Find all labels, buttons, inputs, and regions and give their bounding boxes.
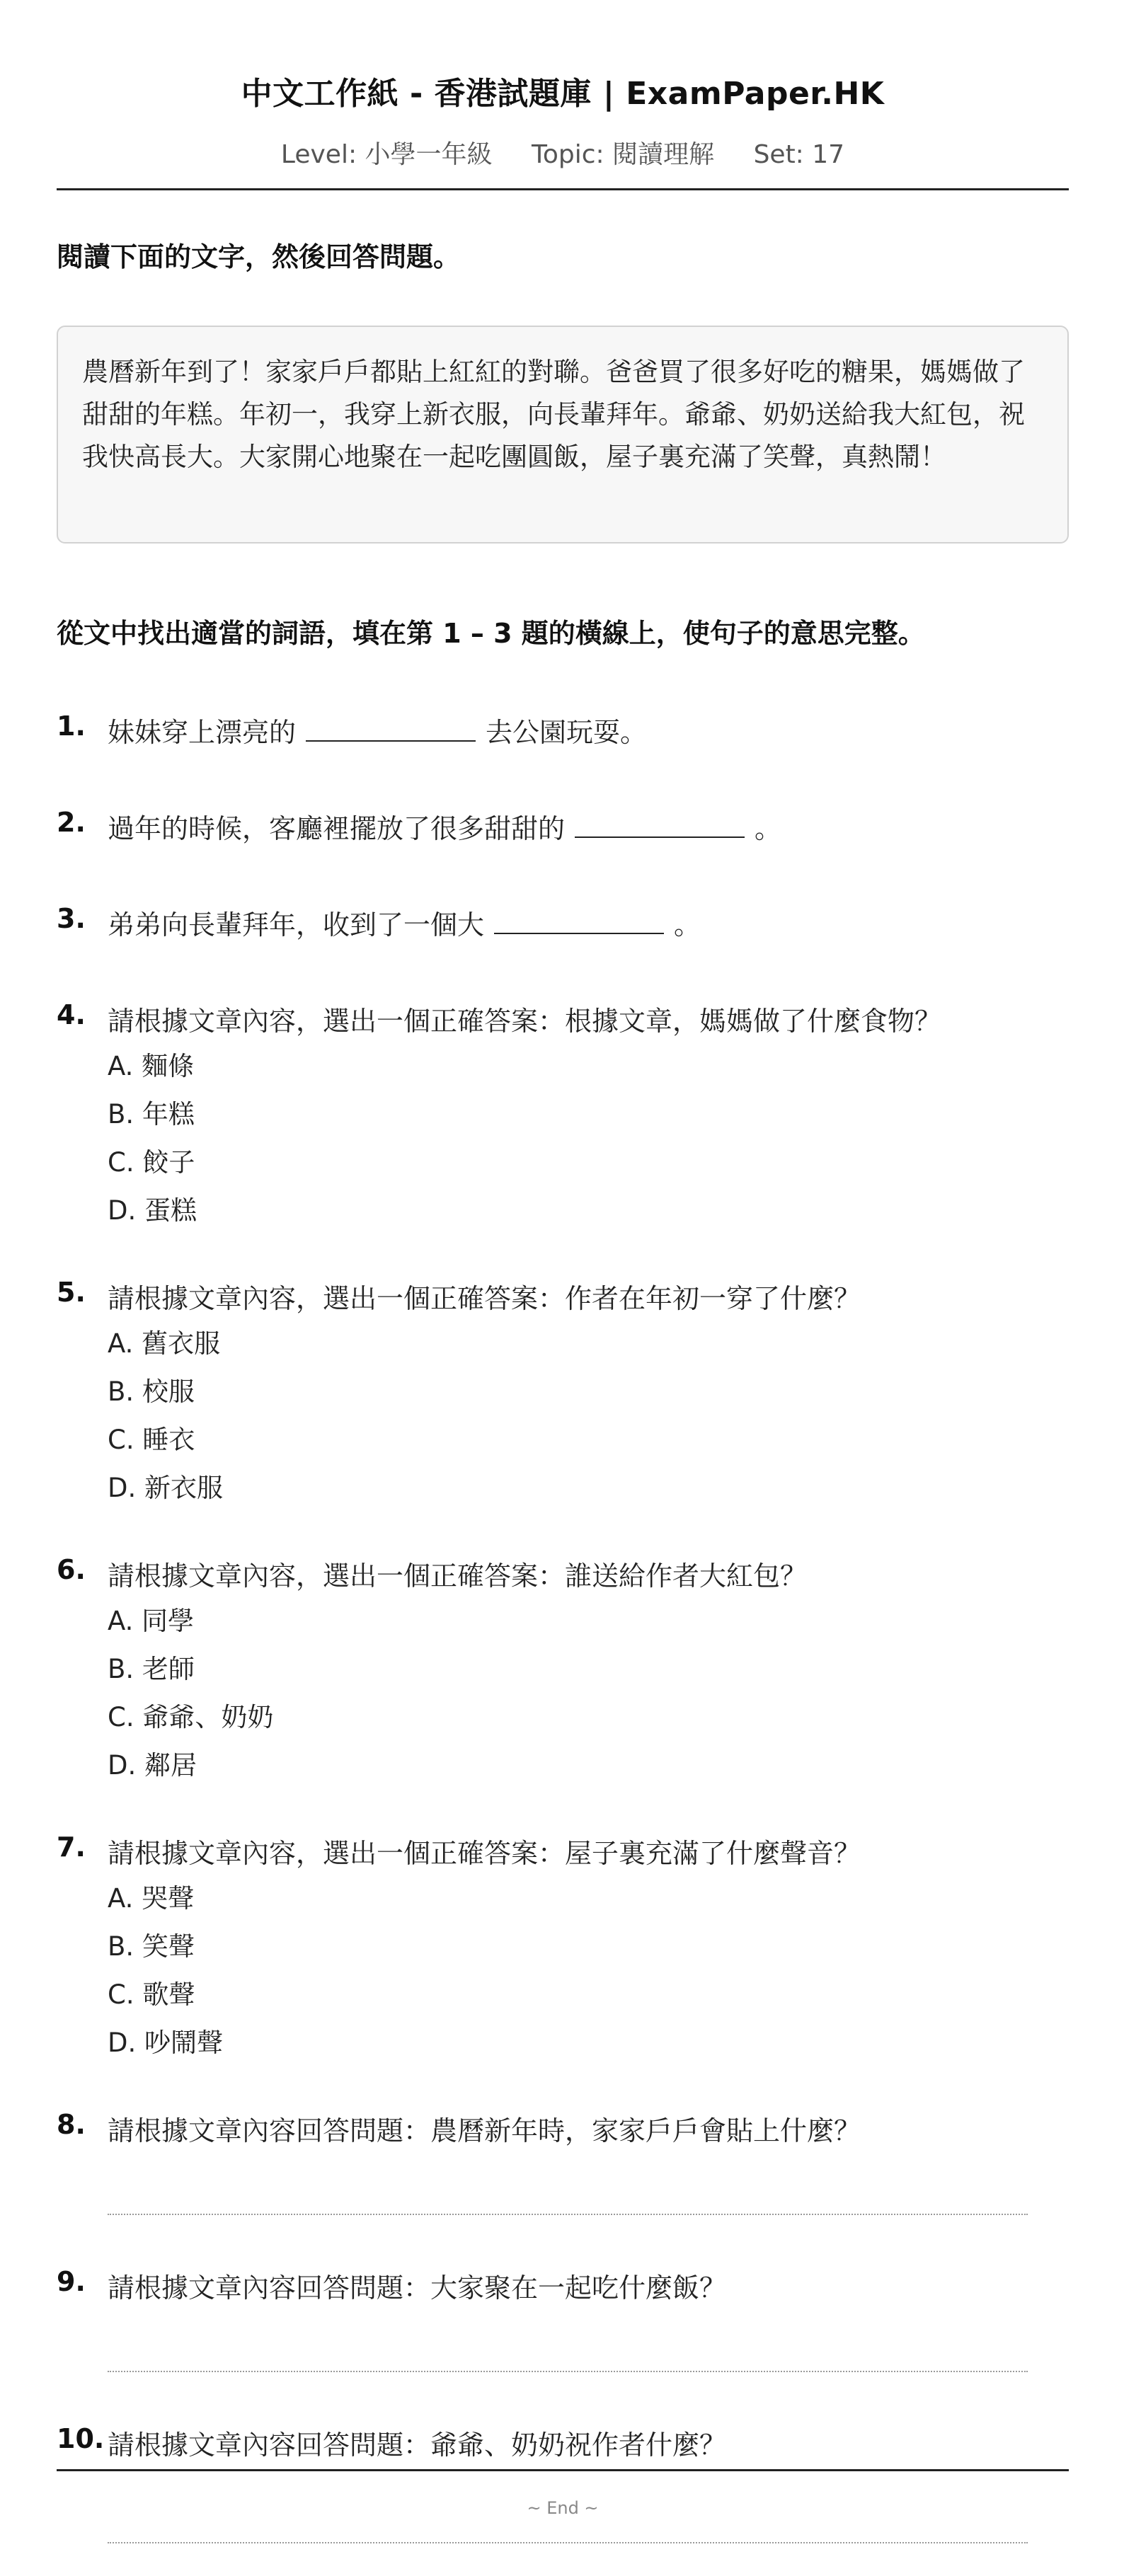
header-divider [57, 188, 1069, 190]
question-text-before: 弟弟向長輩拜年，收到了一個大 [108, 909, 485, 941]
answer-blank[interactable] [575, 811, 745, 838]
answer-line[interactable] [108, 2214, 1028, 2215]
reading-passage: 農曆新年到了！家家戶戶都貼上紅紅的對聯。爸爸買了很多好吃的糖果，媽媽做了甜甜的年糕。年初一，我穿上新衣服，向長輩拜年。爺爺、奶奶送給我大紅包，祝我快高長大。大家開心地聚在一起吃團圓飯，屋子裏充滿了笑聲，真熱鬧！ [57, 326, 1069, 544]
option-c[interactable]: C. 歌聲 [108, 1979, 195, 2010]
question-text: 請根據文章內容，選出一個正確答案：根據文章，媽媽做了什麼食物？ [108, 1006, 942, 1037]
question-text-after: 去公園玩耍。 [486, 717, 648, 748]
option-b[interactable]: B. 年糕 [108, 1099, 195, 1129]
question-text: 請根據文章內容，選出一個正確答案：誰送給作者大紅包？ [108, 1560, 808, 1592]
set-label: Set: 17 [753, 140, 845, 169]
option-d[interactable]: D. 吵鬧聲 [108, 2028, 224, 2058]
answer-blank[interactable] [494, 907, 664, 934]
question-number: 4. [57, 999, 86, 1030]
option-a[interactable]: A. 麵條 [108, 1051, 195, 1081]
question-number: 5. [57, 1277, 86, 1308]
question-text-before: 妹妹穿上漂亮的 [108, 717, 297, 748]
answer-line[interactable] [108, 2542, 1028, 2543]
option-b[interactable]: B. 笑聲 [108, 1931, 195, 1962]
question-number: 10. [57, 2423, 105, 2454]
footer-divider [57, 2469, 1069, 2471]
question-number: 1. [57, 711, 86, 742]
option-c[interactable]: C. 爺爺、奶奶 [108, 1702, 274, 1732]
question-text-after: 。 [674, 909, 701, 941]
option-b[interactable]: B. 校服 [108, 1376, 195, 1407]
answer-blank[interactable] [306, 715, 476, 742]
question-number: 8. [57, 2109, 86, 2140]
question-number: 3. [57, 903, 86, 934]
question-text: 請根據文章內容，選出一個正確答案：作者在年初一穿了什麼？ [108, 1283, 861, 1314]
question-text: 請根據文章內容回答問題：農曆新年時，家家戶戶會貼上什麼？ [108, 2115, 861, 2146]
option-d[interactable]: D. 新衣服 [108, 1473, 224, 1503]
page-title: 中文工作紙 - 香港試題庫 | ExamPaper.HK [241, 76, 885, 112]
question-number: 6. [57, 1554, 86, 1585]
question-number: 9. [57, 2266, 86, 2297]
option-b[interactable]: B. 老師 [108, 1654, 195, 1684]
question-text: 請根據文章內容回答問題：大家聚在一起吃什麼飯？ [108, 2272, 727, 2304]
question-text [108, 903, 701, 942]
question-text-before: 過年的時候，客廳裡擺放了很多甜甜的 [108, 813, 566, 844]
meta-info [57, 134, 1069, 171]
fill-instruction: 從文中找出適當的詞語，填在第 1 – 3 題的橫線上，使句子的意思完整。 [57, 618, 925, 649]
option-a[interactable]: A. 舊衣服 [108, 1328, 221, 1359]
reading-instruction: 閱讀下面的文字，然後回答問題。 [57, 241, 461, 272]
option-c[interactable]: C. 睡衣 [108, 1425, 195, 1455]
level-label: Level: 小學一年級 [280, 140, 493, 169]
question-number: 7. [57, 1832, 86, 1863]
option-d[interactable]: D. 蛋糕 [108, 1195, 197, 1226]
option-c[interactable]: C. 餃子 [108, 1147, 195, 1178]
topic-label: Topic: 閱讀理解 [531, 140, 715, 169]
answer-line[interactable] [108, 2371, 1028, 2372]
question-text [108, 807, 781, 846]
option-a[interactable]: A. 哭聲 [108, 1883, 195, 1914]
question-number: 2. [57, 807, 86, 838]
worksheet [57, 0, 1069, 2576]
question-text: 請根據文章內容回答問題：爺爺、奶奶祝作者什麼？ [108, 2430, 727, 2461]
option-d[interactable]: D. 鄰居 [108, 1750, 197, 1781]
question-text: 請根據文章內容，選出一個正確答案：屋子裏充滿了什麼聲音？ [108, 1838, 861, 1869]
question-text [108, 711, 647, 749]
end-marker: ~ End ~ [527, 2498, 599, 2518]
option-a[interactable]: A. 同學 [108, 1606, 195, 1636]
question-text-after: 。 [755, 813, 782, 844]
